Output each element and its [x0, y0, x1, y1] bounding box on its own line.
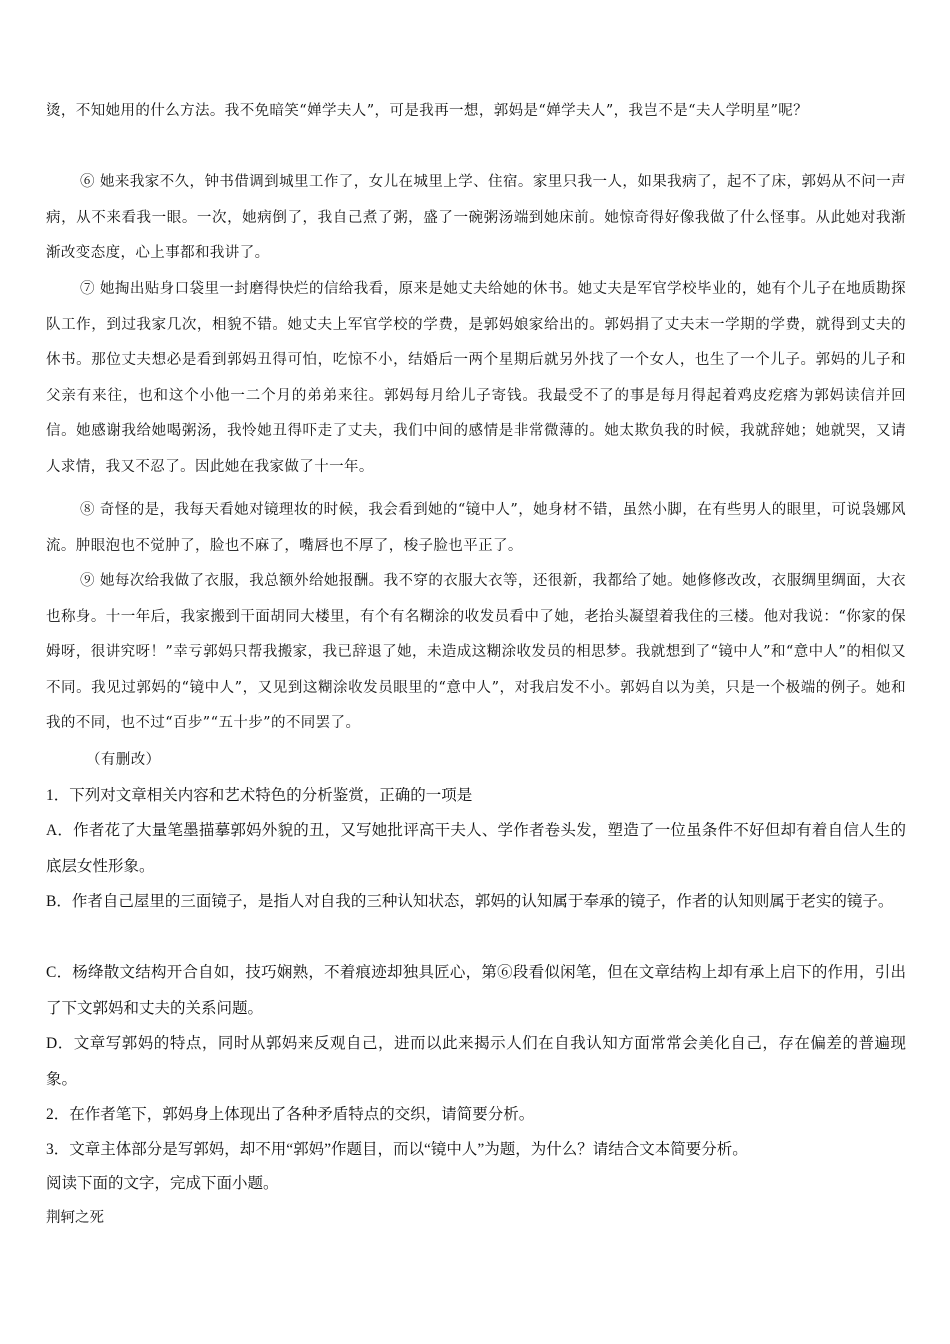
- passage-paragraph-8: ⑧ 奇怪的是，我每天看她对镜理妆的时候，我会看到她的“镜中人”，她身材不错，虽然小脚，在有些男人的眼里，可说袅娜风流。肿眼泡也不觉肿了，脸也不麻了，嘴唇也不厚了，梭子脸也平正了。: [46, 502, 906, 554]
- question-2: 2．在作者笔下，郭妈身上体现出了各种矛盾特点的交织，请简要分析。: [46, 1106, 535, 1123]
- question-1-option-d: D．文章写郭妈的特点，同时从郭妈来反观自己，进而以此来揭示人们在自我认知方面常常会美化自己，存在偏差的普遍现象。: [46, 1035, 906, 1088]
- passage-paragraph-intro: 烫，不知她用的什么方法。我不免暗笑“婵学夫人”，可是我再一想，郭妈是“婵学夫人”，我岂不是“夫人学明星”呢？: [46, 103, 809, 119]
- passage-paragraph-7: ⑦ 她掏出贴身口袋里一封磨得快烂的信给我看，原来是她丈夫给她的休书。她丈夫是军官学校毕业的，她有个儿子在地质勘探队工作，到过我家几次，相貌不错。她丈夫上军官学校的学费，是郭妈娘家给出的。郭妈捐了丈夫末一学期的学费，就得到丈夫的休书。那位丈夫想必是看到郭妈丑得可怕，吃惊不小，结婚后一两个星期后就另外找了一个女人，也生了一个儿子。郭妈的儿子和父亲有来往，也和这个小他一二个月的弟弟来往。郭妈每月给儿子寄钱。我最受不了的事是每月得起着鸡皮疙瘩为郭妈读信并回信。她感谢我给她喝粥汤，我怜她丑得吓走了丈夫，我们中间的感情是非常微薄的。她太欺负我的时候，我就辞她；她就哭，又请人求情，我又不忍了。因此她在我家做了十一年。: [46, 281, 906, 475]
- question-1-option-a: A．作者花了大量笔墨描摹郭妈外貌的丑，又写她批评高干夫人、学作者卷头发，塑造了一位虽条件不好但却有着自信人生的底层女性形象。: [46, 822, 906, 875]
- revision-note: （有删改）: [86, 752, 161, 768]
- passage-paragraph-6: ⑥ 她来我家不久，钟书借调到城里工作了，女儿在城里上学、住宿。家里只我一人，如果我病了，起不了床，郭妈从不问一声病，从不来看我一眼。一次，她病倒了，我自己煮了粥，盛了一碗粥汤端到她床前。她惊奇得好像我做了什么怪事。从此她对我渐渐改变态度，心上事都和我讲了。: [46, 174, 906, 261]
- question-3: 3．文章主体部分是写郭妈，却不用“郭妈”作题目，而以“镜中人”为题，为什么？请结合文本简要分析。: [46, 1141, 748, 1158]
- question-1-option-b: B．作者自己屋里的三面镜子，是指人对自我的三种认知状态，郭妈的认知属于奉承的镜子，作者的认知则属于老实的镜子。: [46, 893, 894, 910]
- question-1: 1．下列对文章相关内容和艺术特色的分析鉴赏，正确的一项是: [46, 787, 473, 804]
- reading-instruction: 阅读下面的文字，完成下面小题。: [46, 1175, 279, 1192]
- question-1-option-c: C．杨绛散文结构开合自如，技巧娴熟，不着痕迹却独具匠心，第⑥段看似闲笔，但在文章结构上却有承上启下的作用，引出了下文郭妈和丈夫的关系问题。: [46, 964, 906, 1017]
- passage-paragraph-9: ⑨ 她每次给我做了衣服，我总额外给她报酬。我不穿的衣服大衣等，还很新，我都给了她。她修修改改，衣服绸里绸面，大衣也称身。十一年后，我家搬到干面胡同大楼里，有个有名糊涂的收发员看中了她，老抬头凝望着我住的三楼。他对我说：“你家的保姆呀，很讲究呀！”幸亏郭妈只帮我搬家，我已辞退了她，未造成这糊涂收发员的相思梦。我就想到了“镜中人”和“意中人”的相似又不同。我见过郭妈的“镜中人”，又见到这糊涂收发员眼里的“意中人”，对我启发不小。郭妈自以为美，只是一个极端的例子。她和我的不同，也不过“百步”“五十步”的不同罢了。: [46, 573, 906, 731]
- next-passage-title: 荆轲之死: [46, 1210, 104, 1226]
